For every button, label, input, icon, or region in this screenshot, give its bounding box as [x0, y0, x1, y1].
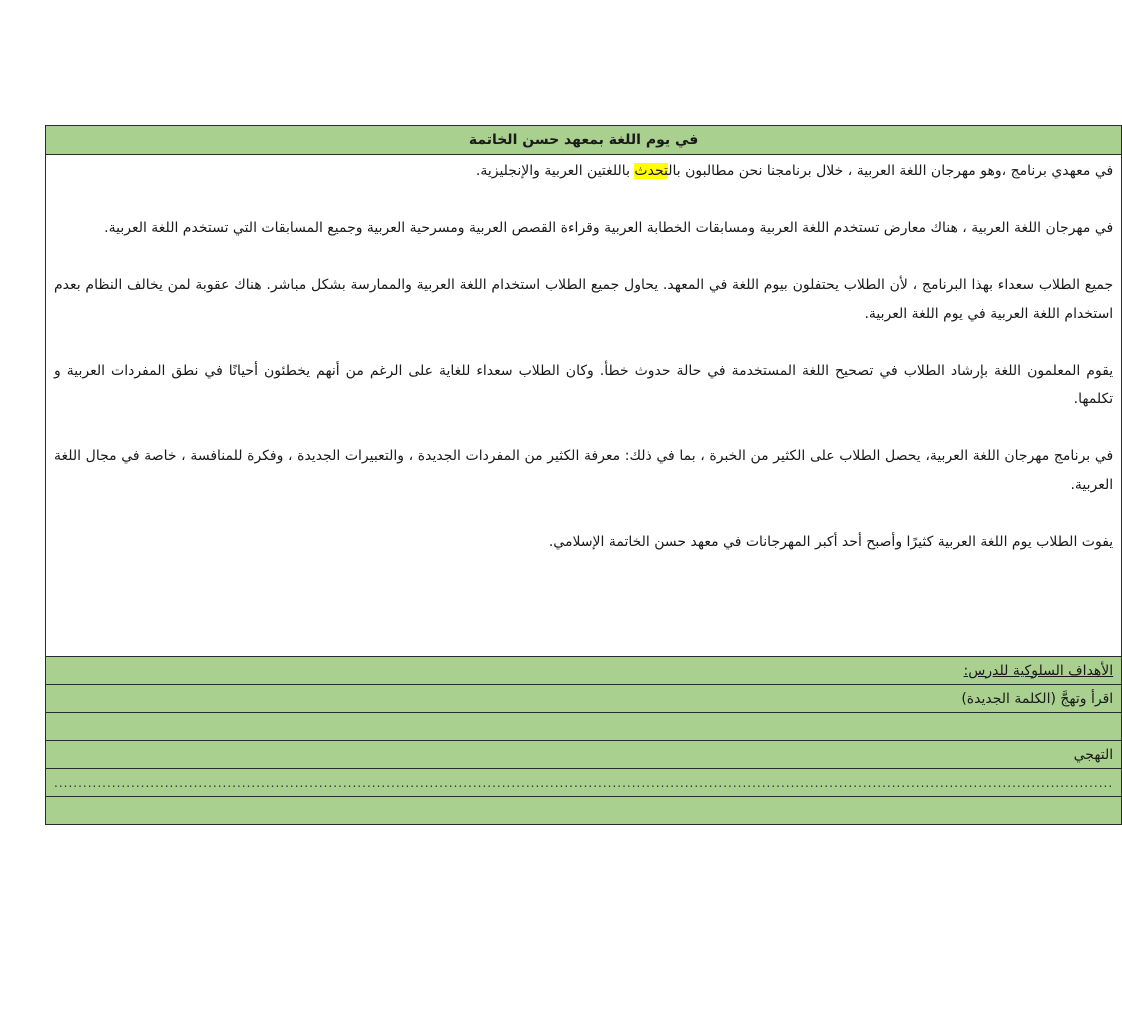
read-spell-text: اقرأ وتهجَّ (الكلمة الجديدة) — [46, 685, 1122, 713]
title-row — [46, 126, 1122, 155]
read-spell-row — [46, 685, 1122, 713]
dotted-line: ............................................................................................................................................................................................................................ — [54, 775, 1114, 790]
empty-row-2 — [46, 797, 1122, 825]
paragraph-1-start: في معهدي برنامج ،وهو مهرجان اللغة العربية ، خلال برنامجنا نحن مطالبون بال — [668, 163, 1114, 179]
spelling-text: التهجي — [46, 741, 1122, 769]
highlighted-word: تحدث — [634, 163, 669, 179]
paragraph-1-end: باللغتين العربية والإنجليزية. — [475, 163, 635, 179]
dotted-row — [46, 769, 1122, 797]
empty-row-1 — [46, 713, 1122, 741]
reading-passage-row — [46, 155, 1122, 657]
objectives-heading-row — [46, 657, 1122, 685]
objectives-heading-text: الأهداف السلوكية للدرس: — [963, 662, 1114, 679]
lesson-table — [45, 125, 1122, 825]
paragraph-1 — [54, 157, 1113, 186]
paragraph-3: جميع الطلاب سعداء بهذا البرنامج ، لأن الطلاب يحتفلون بيوم اللغة في المعهد. يحاول جميع الطلاب استخدام اللغة العربية والممارسة بشكل مباشر. هناك عقوبة لمن يخالف النظام بعدم استخدام اللغة العربية في يوم اللغة العربية. — [54, 277, 1114, 322]
empty-cell-2 — [46, 797, 1122, 825]
objectives-heading — [46, 657, 1122, 685]
empty-cell-1 — [46, 713, 1122, 741]
paragraph-5: في برنامج مهرجان اللغة العربية، يحصل الطلاب على الكثير من الخبرة ، بما في ذلك: معرفة الكثير من المفردات الجديدة ، والتعبيرات الجديدة ، وفكرة للمنافسة ، خاصة في مجال اللغة العربية. — [54, 448, 1114, 493]
paragraph-2: في مهرجان اللغة العربية ، هناك معارض تستخدم اللغة العربية ومسابقات الخطابة العربية وقراءة القصص العربية ومسرحية العربية وجميع المسابقات التي تستخدم اللغة العربية. — [104, 220, 1114, 236]
paragraph-6: يفوت الطلاب يوم اللغة العربية كثيرًا وأصبح أحد أكبر المهرجانات في معهد حسن الخاتمة الإسلامي. — [548, 533, 1114, 550]
spelling-row — [46, 741, 1122, 769]
reading-passage — [46, 155, 1122, 657]
paragraph-4: يقوم المعلمون اللغة بإرشاد الطلاب في تصحيح اللغة المستخدمة في حالة حدوث خطأ. وكان الطلاب سعداء للغاية على الرغم من أنهم يخطئون أحيانًا في نطق المفردات العربية و تكلمها. — [54, 362, 1114, 407]
document-title: في يوم اللغة بمعهد حسن الخاتمة — [46, 126, 1122, 155]
dotted-cell — [46, 769, 1122, 797]
